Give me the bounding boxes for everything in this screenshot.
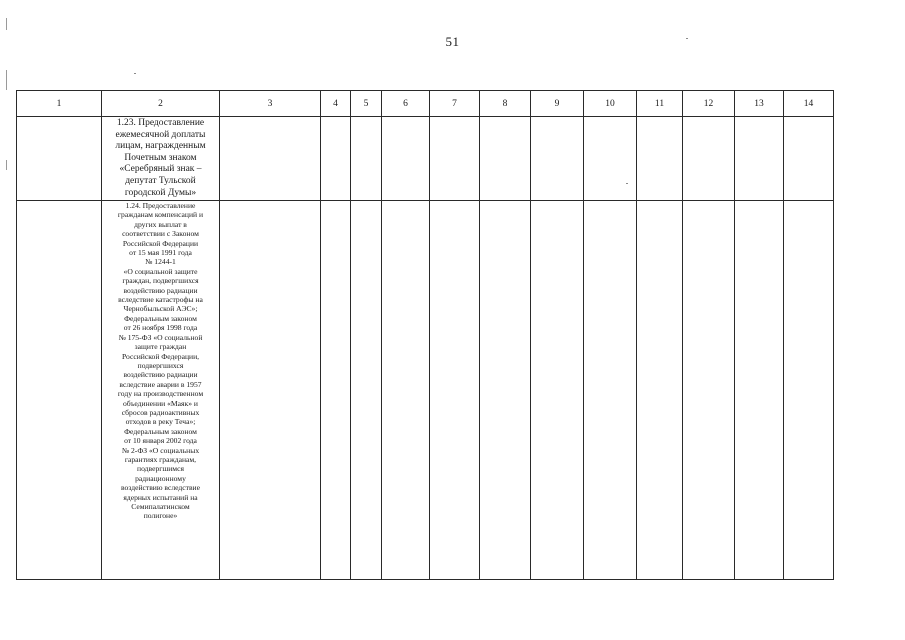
scan-edge-mark <box>6 160 7 170</box>
header-row <box>17 91 834 117</box>
column-header-9: 9 <box>531 91 584 117</box>
table-cell <box>351 201 382 580</box>
table-cell <box>784 201 834 580</box>
column-header-2: 2 <box>102 91 220 117</box>
column-header-14: 14 <box>784 91 834 117</box>
table-cell <box>480 117 531 201</box>
scan-speck <box>134 73 136 74</box>
column-header-7: 7 <box>430 91 480 117</box>
table-cell <box>430 201 480 580</box>
table-cell <box>430 117 480 201</box>
table-cell <box>351 117 382 201</box>
table-cell <box>735 201 784 580</box>
table-cell <box>480 201 531 580</box>
table-cell <box>531 117 584 201</box>
column-header-8: 8 <box>480 91 531 117</box>
table-cell <box>321 201 351 580</box>
row-description-text: 1.23. Предоставление ежемесячной доплаты лицам, награжденным Почетным знаком «Серебряный знак – депутат Тульской городской Думы» <box>115 118 206 198</box>
table-cell <box>220 117 321 201</box>
table-cell <box>637 201 683 580</box>
column-header-10: 10 <box>584 91 637 117</box>
column-header-1: 1 <box>17 91 102 117</box>
table-cell <box>220 201 321 580</box>
table-cell <box>584 117 637 201</box>
column-header-5: 5 <box>351 91 382 117</box>
column-header-12: 12 <box>683 91 735 117</box>
scan-edge-mark <box>6 18 7 30</box>
table-cell-description <box>102 201 220 580</box>
table-cell <box>683 201 735 580</box>
table-cell <box>531 201 584 580</box>
column-header-4: 4 <box>321 91 351 117</box>
data-table <box>16 90 834 580</box>
table-row <box>17 117 834 201</box>
table-row <box>17 201 834 580</box>
scan-edge-mark <box>6 70 7 90</box>
table-cell <box>17 201 102 580</box>
column-header-3: 3 <box>220 91 321 117</box>
table-cell <box>637 117 683 201</box>
table-cell <box>784 117 834 201</box>
row-description-text: 1.24. Предоставление гражданам компенсаций и других выплат в соответствии с Законом Российской Федерации от 15 мая 1991 года № 1244-1 «О социальной защите граждан, подвергшихся воздействию радиации вследствие катастрофы на Чернобыльской АЭС»; Федеральным законом от 26 ноября 1998 года № 175-ФЗ «О социальной защите граждан Российской Федерации, подвергшихся воздействию радиации вследствие аварии в 1957 году на производственном объединении «Маяк» и сбросов радиоактивных отходов в реку Теча»; Федеральным законом от 10 января 2002 года № 2-ФЗ «О социальных гарантиях гражданам, подвергшимся радиационному воздействию вследствие ядерных испытаний на Семипалатинском полигоне» <box>117 201 204 521</box>
column-header-6: 6 <box>382 91 430 117</box>
table-cell <box>321 117 351 201</box>
table-cell <box>683 117 735 201</box>
table-cell <box>382 117 430 201</box>
table-cell <box>382 201 430 580</box>
table-cell <box>584 201 637 580</box>
page-number: 51 <box>445 34 460 49</box>
table-cell <box>17 117 102 201</box>
table-cell <box>735 117 784 201</box>
column-header-13: 13 <box>735 91 784 117</box>
table-cell-description <box>102 117 220 201</box>
column-header-11: 11 <box>637 91 683 117</box>
